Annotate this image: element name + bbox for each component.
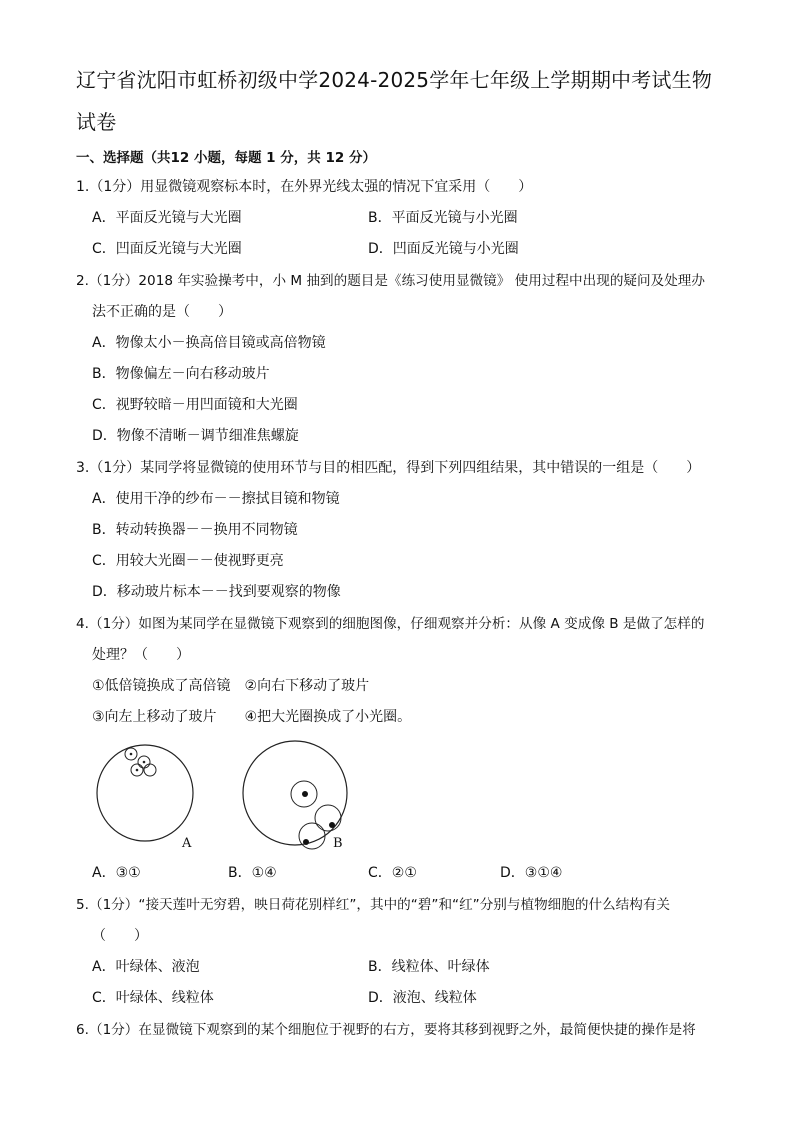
q2-stem-line2: 法不正确的是（ ）: [92, 304, 232, 320]
q2-option-c: C．视野较暗－用凹面镜和大光圈: [92, 397, 298, 413]
figure-label-a: A: [182, 836, 192, 851]
cell-b2-nucleus: [329, 822, 335, 828]
q5-option-c: C．叶绿体、线粒体: [92, 990, 214, 1006]
cell-a2-nucleus: [143, 761, 146, 764]
q5-option-a: A．叶绿体、液泡: [92, 959, 200, 975]
exam-title-line2: 试卷: [76, 110, 117, 134]
q3-stem: 3.（1分）某同学将显微镜的使用环节与目的相匹配，得到下列四组结果，其中错误的一组是（ ）: [76, 460, 701, 476]
q1-stem: 1.（1分）用显微镜观察标本时，在外界光线太强的情况下宜采用（ ）: [76, 179, 533, 195]
q1-option-a: A．平面反光镜与大光圈: [92, 210, 242, 226]
q3-option-d: D．移动玻片标本－－找到要观察的物像: [92, 584, 341, 600]
field-of-view-b: [243, 741, 347, 845]
q1-option-b: B．平面反光镜与小光圈: [368, 210, 518, 226]
q3-option-b: B．转动转换器－－换用不同物镜: [92, 522, 298, 538]
field-of-view-a: [97, 745, 193, 841]
q4-stem-line1: 4.（1分）如图为某同学在显微镜下观察到的细胞图像，仔细观察并分析：从像 A 变成像 B 是做了怎样的: [76, 616, 705, 632]
q4-option-c: C．②①: [368, 865, 417, 881]
q4-items-1-2: ①低倍镜换成了高倍镜 ②向右下移动了玻片: [92, 678, 370, 694]
q2-option-b: B．物像偏左－向右移动玻片: [92, 366, 270, 382]
q4-option-b: B．①④: [228, 865, 277, 881]
q6-stem-line1: 6.（1分）在显微镜下观察到的某个细胞位于视野的右方，要将其移到视野之外，最简便快捷的操作是将: [76, 1022, 696, 1038]
q4-option-d: D．③①④: [500, 865, 563, 881]
cell-a1-nucleus: [130, 753, 133, 756]
cell-b3-nucleus: [303, 839, 309, 845]
q4-stem-line2: 处理？（ ）: [92, 647, 190, 663]
cell-b1-nucleus: [302, 791, 308, 797]
q3-option-c: C．用较大光圈－－使视野更亮: [92, 553, 284, 569]
section-heading: 一、选择题（共12 小题，每题 1 分，共 12 分）: [76, 150, 376, 166]
q4-items-3-4: ③向左上移动了玻片 ④把大光圈换成了小光圈。: [92, 709, 412, 725]
cell-b3: [299, 823, 325, 849]
cell-a4: [144, 764, 156, 776]
q5-stem-line1: 5.（1分）“接天莲叶无穷碧，映日荷花别样红”，其中的“碧”和“红”分别与植物细胞的什么结构有关: [76, 897, 671, 913]
q3-option-a: A．使用干净的纱布－－擦拭目镜和物镜: [92, 491, 340, 507]
exam-title-line1: 辽宁省沈阳市虹桥初级中学2024-2025学年七年级上学期期中考试生物: [76, 68, 713, 92]
figure-label-b: B: [333, 836, 343, 851]
q1-option-d: D．凹面反光镜与小光圈: [368, 241, 519, 257]
q2-stem-line1: 2.（1分）2018 年实验操考中，小 M 抽到的题目是《练习使用显微镜》 使用过程中出现的疑问及处理办: [76, 273, 705, 289]
q5-option-b: B．线粒体、叶绿体: [368, 959, 490, 975]
microscope-field-figure: [90, 738, 370, 858]
q2-option-d: D．物像不清晰－调节细准焦螺旋: [92, 428, 299, 444]
q2-option-a: A．物像太小－换高倍目镜或高倍物镜: [92, 335, 326, 351]
q4-option-a: A．③①: [92, 865, 141, 881]
q5-stem-line2: （ ）: [92, 928, 148, 944]
q1-option-c: C．凹面反光镜与大光圈: [92, 241, 242, 257]
cell-b2: [315, 805, 341, 831]
cell-a3-nucleus: [136, 769, 139, 772]
q5-option-d: D．液泡、线粒体: [368, 990, 477, 1006]
